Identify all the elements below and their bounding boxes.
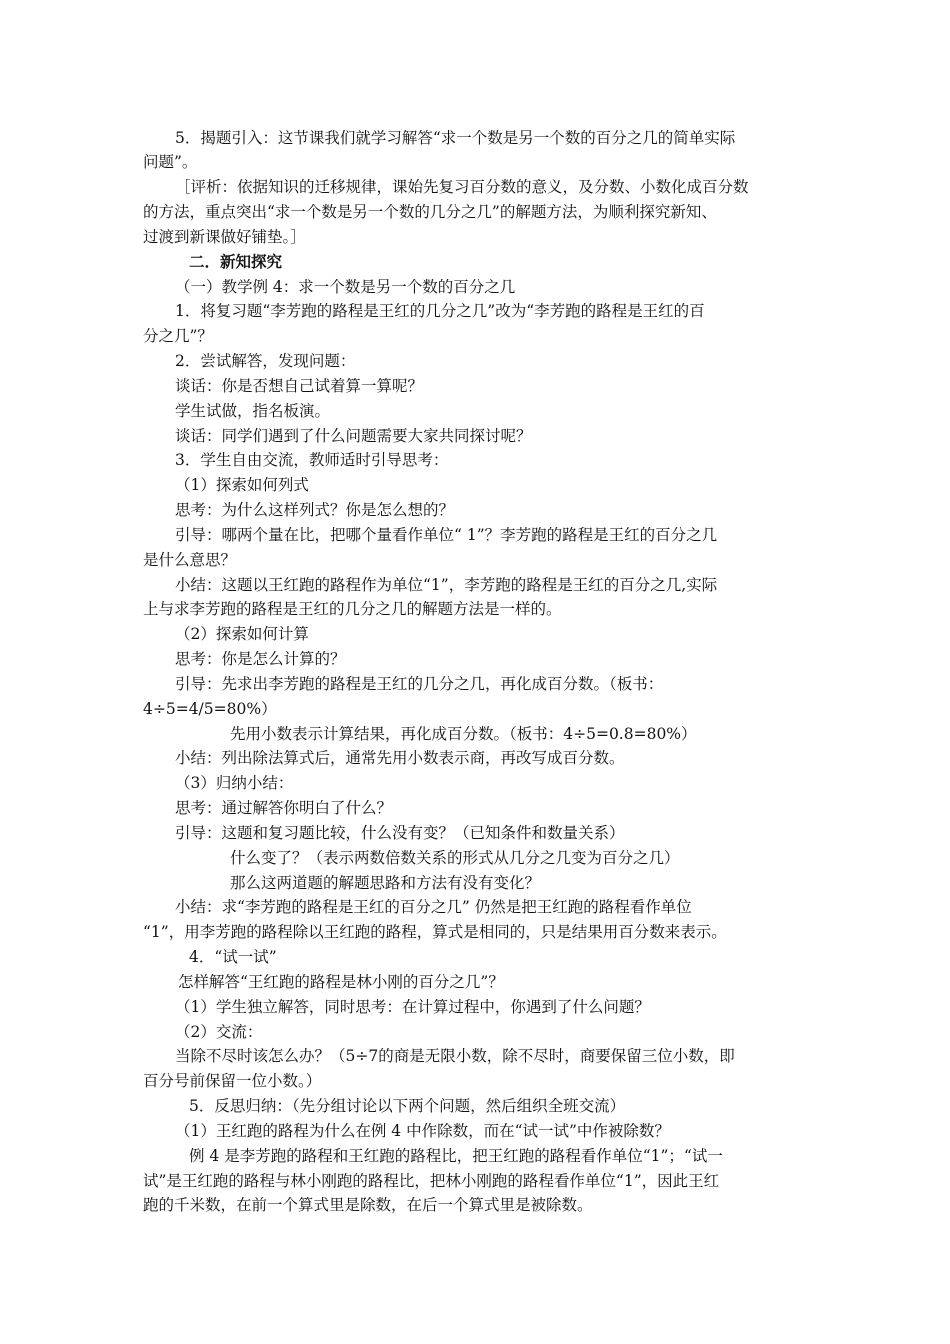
text-line: 跑的千米数，在前一个算式里是除数，在后一个算式里是被除数。: [143, 1196, 593, 1214]
text-line: 当除不尽时该怎么办？（5÷7的商是无限小数，除不尽时，商要保留三位小数，即: [175, 1047, 735, 1065]
text-line: 小结：求“李芳跑的路程是王红的百分之几” 仍然是把王红跑的路程看作单位: [175, 898, 692, 916]
text-line: 上与求李芳跑的路程是王红的几分之几的解题方法是一样的。: [143, 600, 562, 618]
text-line: 4÷5=4/5=80%）: [143, 700, 277, 718]
text-line: 1．将复习题“李芳跑的路程是王红的几分之几”改为“李芳跑的路程是王红的百: [175, 302, 705, 320]
text-line: 思考：为什么这样列式？你是怎么想的？: [175, 501, 455, 519]
text-line: 学生试做，指名板演。: [175, 402, 331, 420]
text-line: 先用小数表示计算结果，再化成百分数。（板书：4÷5=0.8=80%）: [230, 725, 697, 743]
text-line: （1）探索如何列式: [175, 476, 309, 494]
text-line: 思考：通过解答你明白了什么？: [175, 799, 393, 817]
text-line: 试”是王红跑的路程与林小刚跑的路程比，把林小刚跑的路程看作单位“1”，因此王红: [143, 1172, 720, 1190]
text-line: （1）学生独立解答，同时思考：在计算过程中，你遇到了什么问题？: [175, 998, 650, 1016]
text-line: 引导：这题和复习题比较，什么没有变？（已知条件和数量关系）: [175, 824, 625, 842]
text-line: （1）王红跑的路程为什么在例 4 中作除数，而在“试一试”中作被除数？: [175, 1122, 670, 1140]
text-line: 怎样解答“王红跑的路程是林小刚的百分之几”？: [178, 973, 504, 991]
text-line: ［评析：依据知识的迁移规律，课始先复习百分数的意义，及分数、小数化成百分数: [175, 178, 749, 196]
text-line: 百分号前保留一位小数。）: [143, 1072, 322, 1090]
text-line: 谈话：同学们遇到了什么问题需要大家共同探讨呢？: [175, 427, 532, 445]
text-line: 小结：这题以王红跑的路程作为单位“1”，李芳跑的路程是王红的百分之几,实际: [175, 576, 718, 594]
text-line: 的方法，重点突出“求一个数是另一个数的几分之几”的解题方法，为顺利探究新知、: [143, 203, 717, 221]
text-line: “1”，用李芳跑的路程除以王红跑的路程，算式是相同的，只是结果用百分数来表示。: [143, 923, 727, 941]
text-line: 小结：列出除法算式后，通常先用小数表示商，再改写成百分数。: [175, 749, 625, 767]
text-line: （2）交流：: [175, 1023, 263, 1041]
text-line: 4．“试一试”: [189, 948, 277, 966]
text-line: （一）教学例 4：求一个数是另一个数的百分之几: [175, 278, 516, 296]
text-line: （2）探索如何计算: [175, 625, 309, 643]
text-line: 3．学生自由交流，教师适时引导思考：: [175, 451, 449, 469]
text-line: 分之几”？: [143, 327, 213, 345]
text-line: 5．反思归纳：（先分组讨论以下两个问题，然后组织全班交流）: [189, 1097, 626, 1115]
text-line: 思考：你是怎么计算的？: [175, 650, 346, 668]
text-line: 引导：哪两个量在比，把哪个量看作单位“ 1”？李芳跑的路程是王红的百分之几: [175, 526, 718, 544]
text-line: 2．尝试解答，发现问题：: [175, 352, 356, 370]
text-line: 过渡到新课做好铺垫。］: [143, 228, 306, 246]
text-line: 那么这两道题的解题思路和方法有没有变化？: [230, 874, 541, 892]
section-heading: 二．新知探究: [189, 252, 283, 271]
text-line: 例 4 是李芳跑的路程和王红跑的路程比，把王红跑的路程看作单位“1”；“试一: [189, 1147, 723, 1165]
text-line: （3）归纳小结：: [175, 774, 294, 792]
text-line: 问题”。: [143, 153, 198, 171]
text-line: 谈话：你是否想自己试着算一算呢？: [175, 377, 424, 395]
text-line: 什么变了？（表示两数倍数关系的形式从几分之几变为百分之几）: [230, 849, 680, 867]
text-line: 引导：先求出李芳跑的路程是王红的几分之几，再化成百分数。（板书：: [175, 675, 664, 693]
text-line: 是什么意思？: [143, 551, 237, 569]
text-line: 5．揭题引入：这节课我们就学习解答“求一个数是另一个数的百分之几的简单实际: [175, 129, 736, 147]
